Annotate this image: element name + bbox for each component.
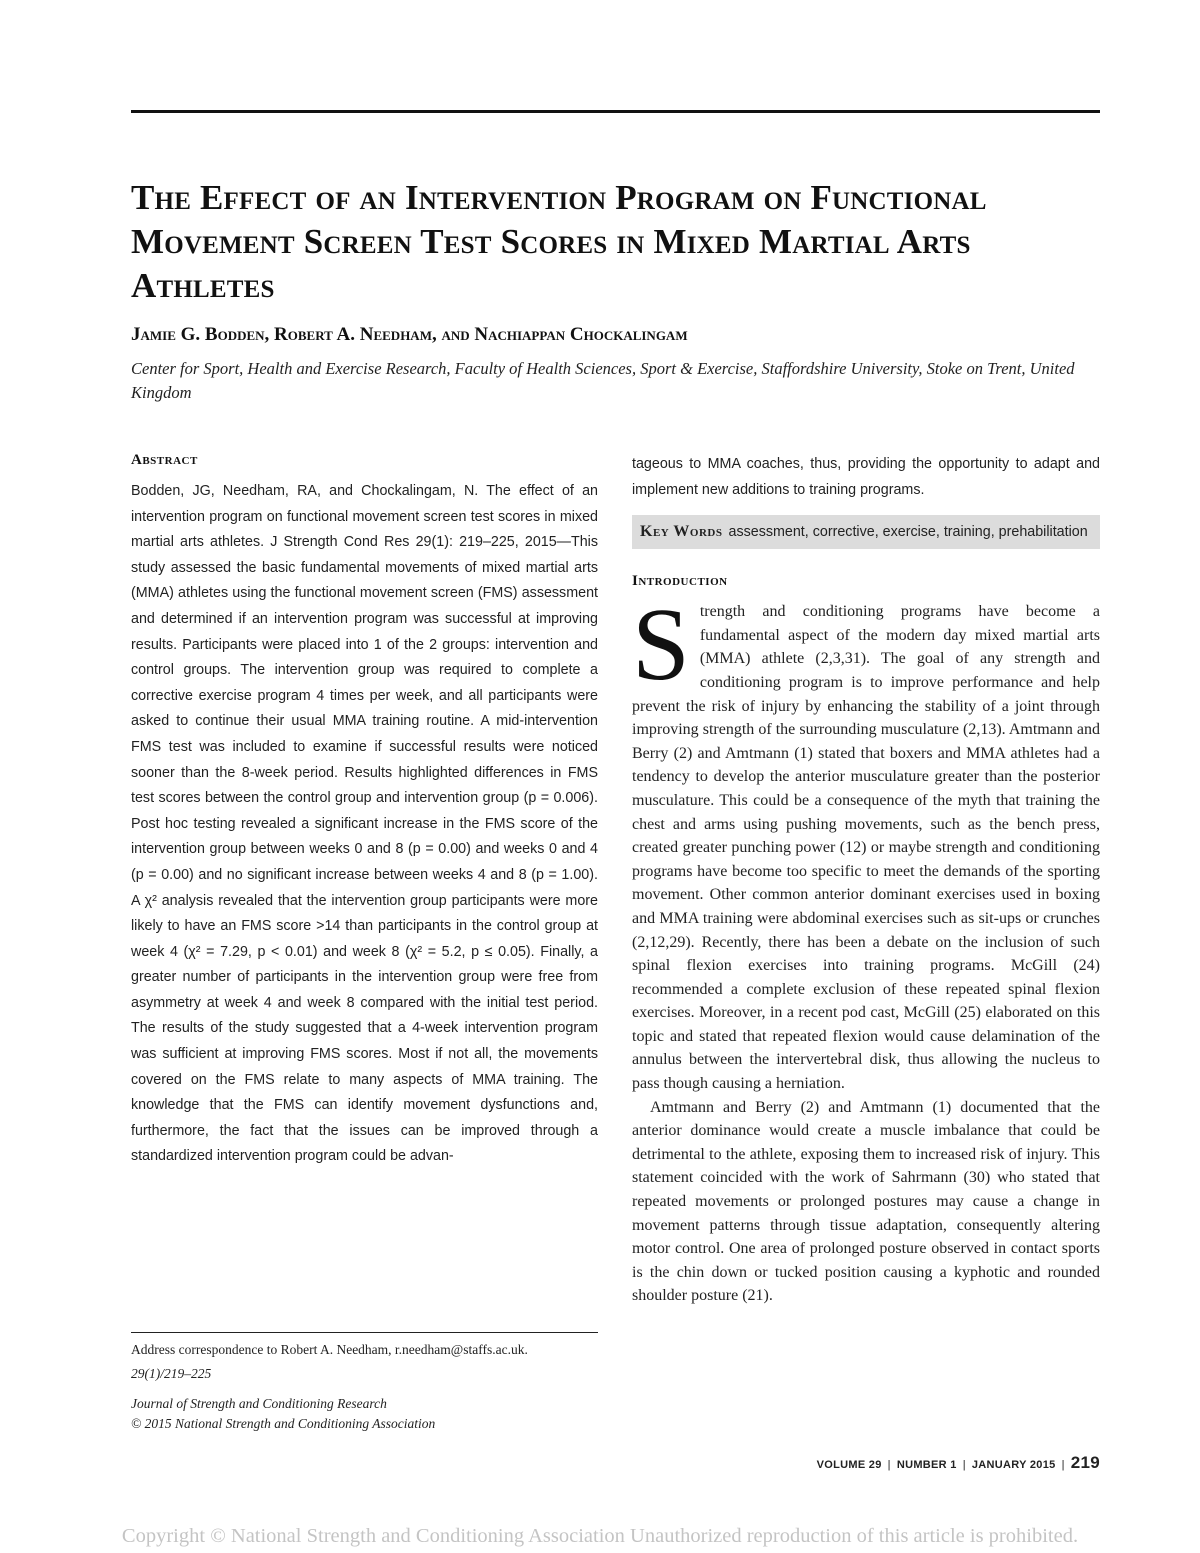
copyright-watermark: Copyright © National Strength and Conditioning Association Unauthorized reproduction of this article is prohibited. bbox=[121, 1525, 1079, 1547]
footer-separator: | bbox=[1061, 1459, 1065, 1471]
footer-date: JANUARY 2015 bbox=[971, 1459, 1056, 1471]
keywords-label: Key Words bbox=[640, 523, 723, 541]
article-title: The Effect of an Intervention Program on Functional Movement Screen Test Scores in Mixed Martial Arts Athletes bbox=[131, 178, 987, 305]
footer-number: NUMBER 1 bbox=[896, 1459, 957, 1471]
dropcap-letter: S bbox=[632, 587, 690, 703]
abstract-continuation: tageous to MMA coaches, thus, providing the opportunity to adapt and implement new additions to training programs. bbox=[632, 456, 1100, 498]
page-number: 219 bbox=[1070, 1453, 1100, 1472]
author-affiliation: Center for Sport, Health and Exercise Research, Faculty of Health Sciences, Sport & Exercise, Staffordshire University, Stoke on Trent, United Kingdom bbox=[131, 359, 1075, 402]
introduction-paragraph-1 bbox=[632, 587, 1100, 1095]
author-list: Jamie G. Bodden, Robert A. Needham, and Nachiappan Chockalingam bbox=[131, 324, 688, 345]
introduction-heading: Introduction bbox=[632, 573, 728, 590]
journal-name: Journal of Strength and Conditioning Research bbox=[131, 1396, 387, 1411]
doi-line: 29(1)/219–225 bbox=[131, 1366, 212, 1381]
keywords-text: assessment, corrective, exercise, training, prehabilitation bbox=[728, 524, 1088, 541]
introduction-paragraph-1-text: trength and conditioning programs have become a fundamental aspect of the modern day mixed martial arts (MMA) athlete (2,3,31). The goal of any strength and conditioning program is to improve performance and help prevent the risk of injury by enhancing the stability of a joint through improving strength of the surrounding musculature (2,13). Amtmann and Berry (2) and Amtmann (1) stated that boxers and MMA athletes had a tendency to develop the anterior musculature greater than the posterior musculature. This could be a consequence of the myth that training the chest and arms using pushing movements, such as the bench press, created greater punching power (12) or maybe strength and conditioning programs have become too specific to meet the demands of the sporting movement. Other common anterior dominant exercises used in boxing and MMA training were abdominal exercises such as sit-ups or crunches (2,12,29). Recently, there has been a debate on the inclusion of such spinal flexion exercises into training programs. McGill (24) recommended a complete exclusion of these repeated spinal flexion exercises. Moreover, in a recent pod cast, McGill (25) elaborated on this topic and stated that repeated flexion would cause delamination of the annulus between the intervertebral disk, thus allowing the nucleus to pass though causing a herniation. bbox=[632, 603, 1100, 1093]
left-column bbox=[131, 452, 598, 1170]
journal-copyright: © 2015 National Strength and Conditioning Association bbox=[131, 1416, 436, 1431]
footer-volume: VOLUME 29 bbox=[816, 1459, 882, 1471]
introduction-paragraph-2: Amtmann and Berry (2) and Amtmann (1) documented that the anterior dominance would create a muscle imbalance that could be detrimental to the athlete, exposing them to increased risk of injury. This statement coincided with the work of Sahrmann (30) who stated that repeated movements or prolonged postures may cause a change in movement patterns through tissue adaptation, consequently altering motor control. One area of prolonged posture observed in contact sports is the chin down or tucked position causing a kyphotic and rounded shoulder posture (21). bbox=[632, 1098, 1100, 1305]
footnote-rule bbox=[131, 1332, 598, 1333]
keywords-box bbox=[632, 515, 1100, 549]
abstract-text: Bodden, JG, Needham, RA, and Chockalingam, N. The effect of an intervention program on functional movement screen test scores in mixed martial arts athletes. J Strength Cond Res 29(1): 219–225, 2015—This study assessed the basic fundamental movements of mixed martial arts (MMA) athletes using the functional movement screen (FMS) assessment and determined if an intervention program was successful at improving results. Participants were placed into 1 of the 2 groups: intervention and control groups. The intervention group was required to complete a corrective exercise program 4 times per week, and all participants were asked to continue their usual MMA training routine. A mid-intervention FMS test was included to examine if successful results were noticed sooner than the 8-week period. Results highlighted differences in FMS test scores between the control group and intervention group (p = 0.006). Post hoc testing revealed a significant increase in the FMS score of the intervention group between weeks 0 and 8 (p = 0.00) and weeks 0 and 4 (p = 0.00) and no significant increase between weeks 4 and 8 (p = 1.00). A χ² analysis revealed that the intervention group participants were more likely to have an FMS score >14 than participants in the control group at week 4 (χ² = 7.29, p < 0.01) and week 8 (χ² = 5.2, p ≤ 0.05). Finally, a greater number of participants in the intervention group were free from asymmetry at week 4 and week 8 compared with the initial test period. The results of the study suggested that a 4-week intervention program was sufficient at improving FMS scores. Most if not all, the movements covered on the FMS relate to many aspects of MMA training. The knowledge that the FMS can identify movement dysfunctions and, furthermore, the fact that the issues can be improved through a standardized intervention program could be advan- bbox=[131, 483, 598, 1165]
correspondence-note: Address correspondence to Robert A. Needham, r.needham@staffs.ac.uk. bbox=[131, 1342, 528, 1357]
right-column bbox=[632, 452, 1100, 1308]
journal-info bbox=[131, 1394, 435, 1434]
abstract-heading: Abstract bbox=[131, 452, 198, 468]
page-footer bbox=[817, 1453, 1100, 1473]
header-rule bbox=[131, 110, 1100, 113]
footer-separator: | bbox=[887, 1459, 891, 1471]
footer-separator: | bbox=[962, 1459, 966, 1471]
